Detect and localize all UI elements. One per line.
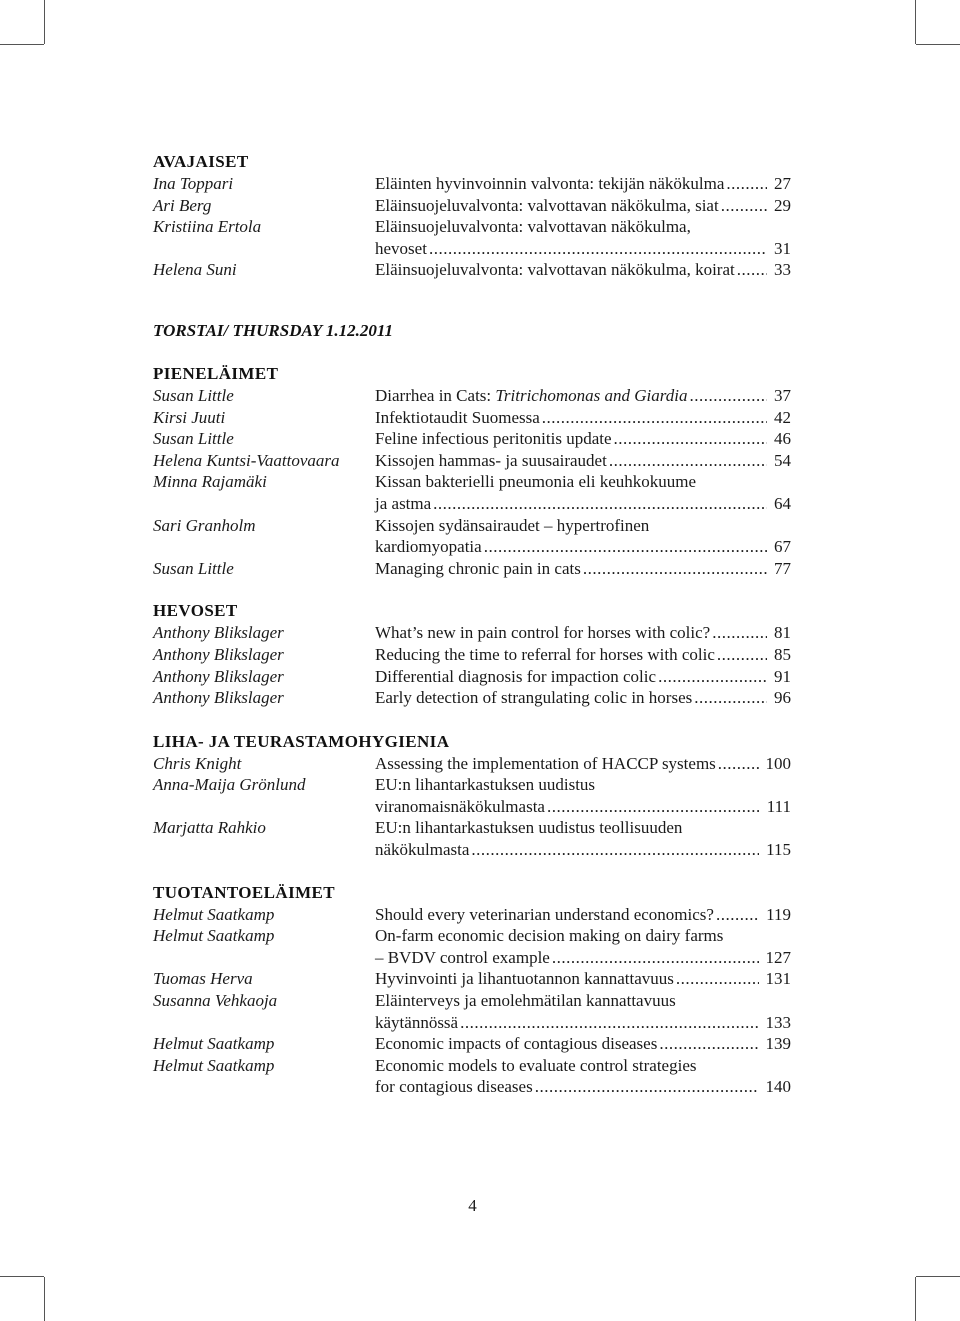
entry-title: [375, 817, 791, 860]
entry-author: Kristiina Ertola: [153, 217, 262, 237]
entry-page-number: 131: [765, 969, 791, 989]
toc-entry[interactable]: [153, 173, 813, 195]
entry-title-line: Managing chronic pain in cats: [375, 558, 581, 578]
leader-dots: [718, 753, 759, 775]
leader-dots: [484, 536, 767, 558]
entry-author: Helena Suni: [153, 260, 237, 280]
entry-page-number: 127: [765, 947, 791, 967]
entry-title-line: kardiomyopatia: [375, 537, 482, 557]
entry-author: Minna Rajamäki: [153, 472, 267, 492]
entry-title-line: for contagious diseases: [375, 1077, 533, 1097]
entry-title: [375, 666, 791, 688]
entry-title-line: On-farm economic decision making on dairy farms: [375, 926, 724, 946]
entry-author: Anthony Blikslager: [153, 623, 284, 643]
crop-mark: [44, 0, 45, 44]
toc-entry[interactable]: [153, 1033, 813, 1055]
entry-title: [375, 990, 791, 1033]
entry-page-number: 37: [774, 385, 791, 405]
section-heading: PIENELÄIMET: [153, 363, 279, 383]
entry-page-number: 139: [765, 1034, 791, 1054]
section-heading: LIHA- JA TEURASTAMOHYGIENIA: [153, 731, 450, 751]
entry-page-number: 100: [765, 753, 791, 773]
entry-title: [375, 259, 791, 281]
entry-title: [375, 774, 791, 817]
page-number: 4: [468, 1196, 477, 1215]
entry-title: [375, 1055, 791, 1098]
entry-page-number: 42: [774, 407, 791, 427]
crop-mark: [916, 1276, 960, 1277]
leader-dots: [609, 450, 767, 472]
entry-title: [375, 515, 791, 558]
entry-page-number: 96: [774, 688, 791, 708]
entry-title: [375, 925, 791, 968]
entry-title-line: Kissojen hammas- ja suusairaudet: [375, 450, 607, 470]
entry-page-number: 31: [774, 238, 791, 258]
entry-title-line: Eläinsuojeluvalvonta: valvottavan näkökulma,: [375, 217, 691, 237]
entry-page-number: 64: [774, 493, 791, 513]
leader-dots: [721, 195, 767, 217]
entry-title: [375, 1033, 791, 1055]
entry-author: Susanna Vehkaoja: [153, 991, 278, 1011]
section-heading: HEVOSET: [153, 601, 238, 621]
entry-author: Chris Knight: [153, 753, 242, 773]
crop-mark: [0, 44, 44, 45]
entry-page-number: 111: [766, 796, 791, 816]
toc-entry[interactable]: [153, 216, 813, 259]
leader-dots: [717, 644, 767, 666]
toc-entry[interactable]: [153, 904, 813, 926]
entry-title-line: Infektiotaudit Suomessa: [375, 407, 540, 427]
crop-mark: [915, 1277, 916, 1321]
entry-page-number: 77: [774, 558, 791, 578]
crop-mark: [916, 44, 960, 45]
entry-title: [375, 385, 791, 407]
entry-author: Helmut Saatkamp: [153, 1055, 275, 1075]
entry-title: [375, 471, 791, 514]
entry-title-line: Assessing the implementation of HACCP systems: [375, 753, 716, 773]
leader-dots: [712, 622, 767, 644]
section-heading: AVAJAISET: [153, 152, 249, 171]
entry-author: Helena Kuntsi-Vaattovaara: [153, 450, 340, 470]
entry-title-line: Diarrhea in Cats: Tritrichomonas and Giardia: [375, 385, 688, 405]
leader-dots: [433, 493, 767, 515]
toc-entry[interactable]: [153, 753, 813, 775]
entry-page-number: 46: [774, 429, 791, 449]
toc-entry[interactable]: [153, 666, 813, 688]
entry-title-line: Economic impacts of contagious diseases: [375, 1034, 658, 1054]
toc-entry[interactable]: [153, 622, 813, 644]
toc-entry[interactable]: [153, 428, 813, 450]
entry-author: Helmut Saatkamp: [153, 904, 275, 924]
entry-page-number: 54: [774, 450, 791, 470]
toc-entry[interactable]: [153, 925, 813, 968]
entry-author: Anthony Blikslager: [153, 666, 284, 686]
leader-dots: [659, 1033, 759, 1055]
entry-title-line: viranomaisnäkökulmasta: [375, 796, 545, 816]
entry-title: [375, 450, 791, 472]
entry-title-line: näkökulmasta: [375, 840, 470, 860]
entry-author: Sari Granholm: [153, 515, 256, 535]
entry-title-line: ja astma: [375, 493, 432, 513]
entry-author: Susan Little: [153, 385, 234, 405]
toc-entry[interactable]: [153, 407, 813, 429]
toc-entry[interactable]: [153, 450, 813, 472]
entry-title: [375, 558, 791, 580]
entry-title-line: Kissojen sydänsairaudet – hypertrofinen: [375, 515, 650, 535]
section-heading: TUOTANTOELÄIMET: [153, 882, 336, 902]
entry-title-line: EU:n lihantarkastuksen uudistus teollisuuden: [375, 818, 683, 838]
entry-page-number: 29: [774, 195, 791, 215]
leader-dots: [429, 238, 767, 260]
leader-dots: [716, 904, 759, 926]
toc-entry[interactable]: [153, 687, 813, 709]
entry-title-line: EU:n lihantarkastuksen uudistus: [375, 775, 596, 795]
entry-page-number: 91: [774, 666, 791, 686]
entry-page-number: 133: [765, 1012, 791, 1032]
crop-mark: [0, 1276, 44, 1277]
entry-author: Anna-Maija Grönlund: [153, 775, 306, 795]
leader-dots: [676, 968, 759, 990]
entry-title: [375, 216, 791, 259]
toc-entry[interactable]: [153, 471, 813, 514]
entry-title-line: Differential diagnosis for impaction colic: [375, 666, 657, 686]
entry-author: Susan Little: [153, 429, 234, 449]
entry-title: [375, 968, 791, 990]
leader-dots: [547, 796, 759, 818]
entry-title-line: Eläinterveys ja emolehmätilan kannattavuus: [375, 991, 676, 1011]
entry-title: [375, 195, 791, 217]
entry-page-number: 27: [774, 174, 791, 193]
entry-title: [375, 428, 791, 450]
entry-title-line: Early detection of strangulating colic in horses: [375, 688, 693, 708]
leader-dots: [694, 687, 767, 709]
entry-author: Helmut Saatkamp: [153, 1034, 275, 1054]
entry-page-number: 33: [774, 260, 791, 280]
entry-title-line: Hyvinvointi ja lihantuotannon kannattavuus: [375, 969, 674, 989]
leader-dots: [583, 558, 767, 580]
entry-author: Susan Little: [153, 558, 234, 578]
leader-dots: [535, 1076, 759, 1098]
entry-title-line: Feline infectious peritonitis update: [375, 429, 612, 449]
entry-title: [375, 173, 791, 195]
entry-title-line: Eläinsuojeluvalvonta: valvottavan näkökulma, siat: [375, 195, 719, 215]
leader-dots: [737, 259, 767, 281]
entry-title: [375, 407, 791, 429]
leader-dots: [552, 947, 759, 969]
toc-entry[interactable]: [153, 1055, 813, 1098]
toc-entry[interactable]: [153, 644, 813, 666]
crop-mark: [44, 1277, 45, 1321]
entry-title-line: käytännössä: [375, 1012, 459, 1032]
entry-page-number: 67: [774, 537, 791, 557]
entry-title-line: Kissan bakterielli pneumonia eli keuhkokuume: [375, 472, 697, 492]
crop-mark: [915, 0, 916, 44]
entry-page-number: 119: [766, 904, 791, 924]
toc-entry[interactable]: [153, 515, 813, 558]
entry-author: Ari Berg: [153, 195, 212, 215]
entry-author: Marjatta Rahkio: [153, 818, 266, 838]
entry-author: Anthony Blikslager: [153, 688, 284, 708]
entry-title-line: Eläinten hyvinvoinnin valvonta: tekijän näkökulma: [375, 174, 725, 193]
entry-title-line: Economic models to evaluate control strategies: [375, 1055, 697, 1075]
entry-page-number: 140: [765, 1077, 791, 1097]
entry-author: Kirsi Juuti: [153, 407, 226, 427]
day-heading: TORSTAI/ THURSDAY 1.12.2011: [153, 320, 393, 340]
entry-title-line: – BVDV control example: [375, 947, 550, 967]
leader-dots: [542, 407, 767, 429]
entry-page-number: 85: [774, 644, 791, 664]
entry-title-line: hevoset: [375, 238, 427, 258]
leader-dots: [471, 839, 759, 861]
leader-dots: [726, 173, 767, 195]
entry-page-number: 115: [766, 840, 791, 860]
entry-title: [375, 753, 791, 775]
toc-entry[interactable]: [153, 774, 813, 817]
toc-entry[interactable]: [153, 195, 813, 217]
toc-entry[interactable]: [153, 968, 813, 990]
leader-dots: [689, 385, 767, 407]
entry-title: [375, 687, 791, 709]
entry-author: Anthony Blikslager: [153, 644, 284, 664]
leader-dots: [658, 666, 767, 688]
entry-author: Ina Toppari: [153, 174, 234, 193]
toc-entry[interactable]: [153, 990, 813, 1033]
toc-entry[interactable]: [153, 558, 813, 580]
entry-title-line: What’s new in pain control for horses with colic?: [375, 623, 711, 643]
entry-author: Helmut Saatkamp: [153, 926, 275, 946]
entry-title-line: Eläinsuojeluvalvonta: valvottavan näkökulma, koirat: [375, 260, 735, 280]
toc-entry[interactable]: [153, 259, 813, 281]
entry-title: [375, 644, 791, 666]
entry-title-line: Reducing the time to referral for horses with colic: [375, 644, 715, 664]
leader-dots: [460, 1012, 759, 1034]
toc-entry[interactable]: [153, 817, 813, 860]
leader-dots: [614, 428, 767, 450]
entry-author: Tuomas Herva: [153, 969, 253, 989]
toc-entry[interactable]: [153, 385, 813, 407]
table-of-contents: [153, 150, 813, 1098]
entry-title-line: Should every veterinarian understand economics?: [375, 904, 714, 924]
entry-title: [375, 622, 791, 644]
entry-title: [375, 904, 791, 926]
entry-page-number: 81: [774, 623, 791, 643]
